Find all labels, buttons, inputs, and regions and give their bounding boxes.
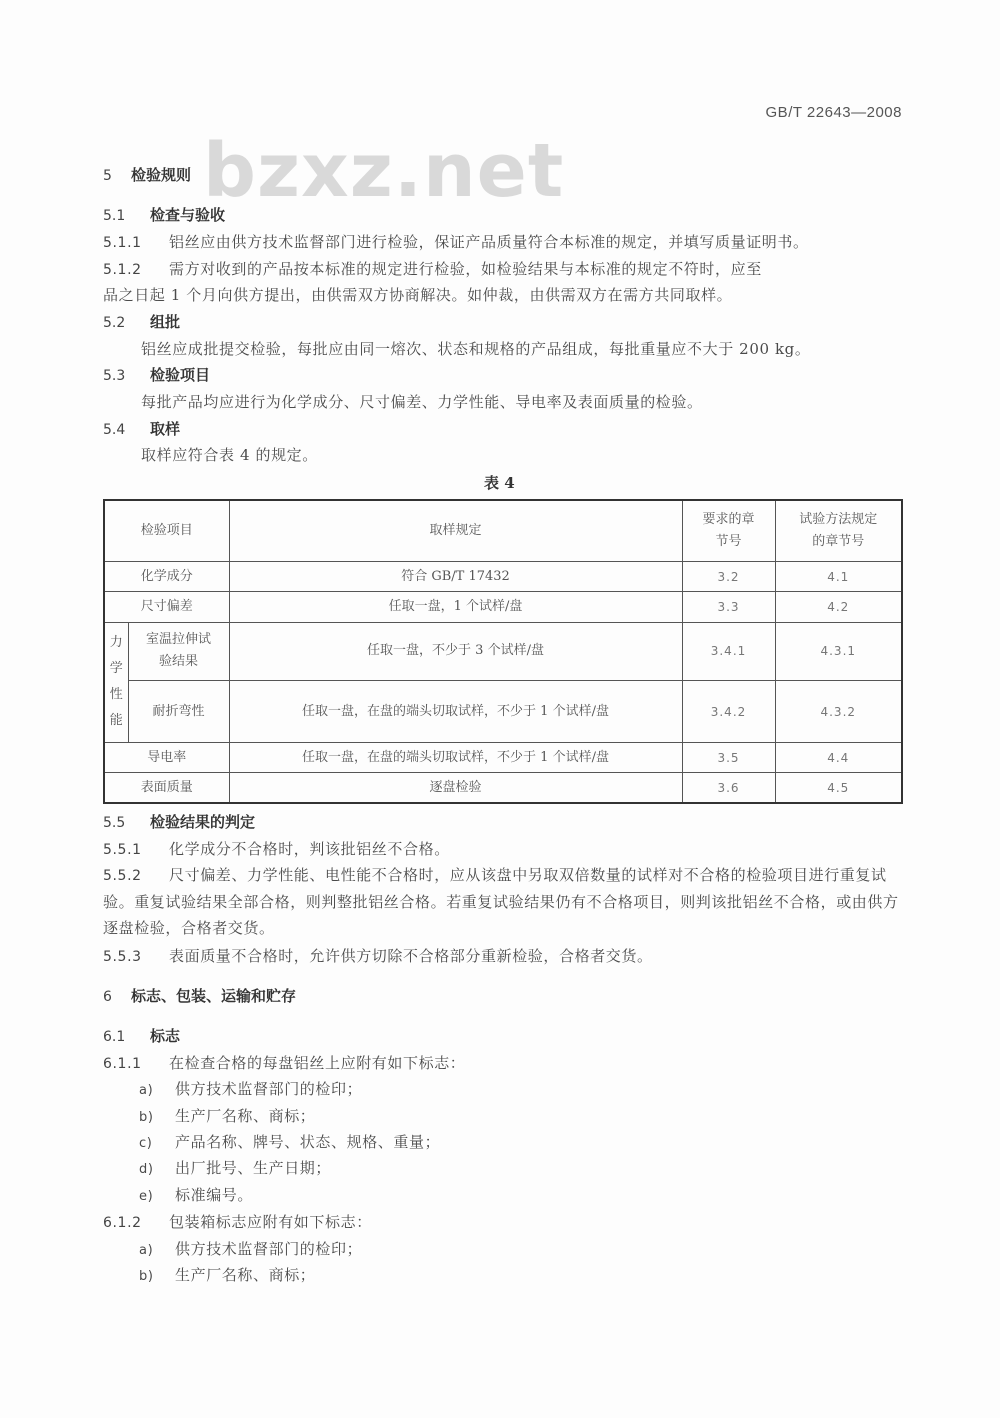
table-cell: 4.3.2 [775, 681, 902, 743]
section-number: 6 [103, 989, 112, 1005]
list-marker: d) [139, 1162, 154, 1177]
table-cell: 导电率 [104, 742, 229, 772]
clause-number: 5.5.3 [103, 949, 142, 965]
list-item-text: 生产厂名称、商标； [175, 1107, 316, 1125]
list-marker: c) [139, 1136, 153, 1151]
section-5-4-heading [103, 418, 180, 441]
clause-5-1-2 [103, 258, 762, 281]
clause-number: 5.1.2 [103, 262, 142, 278]
table-cell: 3.4.1 [682, 622, 775, 681]
section-title: 标志 [150, 1027, 181, 1045]
table-cell: 任取一盘，1 个试样/盘 [229, 592, 682, 622]
list-marker: e) [139, 1189, 154, 1204]
section-number: 5.5 [103, 815, 126, 831]
table-cell: 4.3.1 [775, 622, 902, 681]
table-caption: 表 4 [484, 474, 515, 492]
table-header-row [104, 500, 902, 562]
section-title: 组批 [150, 313, 181, 331]
clause-5-5-3 [103, 945, 653, 968]
table-cell: 3.4.2 [682, 681, 775, 743]
table-cell: 任取一盘，在盘的端头切取试样，不少于 1 个试样/盘 [229, 681, 682, 743]
clause-text: 表面质量不合格时，允许供方切除不合格部分重新检验，合格者交货。 [169, 947, 653, 965]
section-title: 取样 [150, 420, 181, 438]
section-title: 标志、包装、运输和贮存 [131, 987, 297, 1005]
clause-6-1-1 [103, 1052, 465, 1075]
table-cell: 任取一盘，不少于 3 个试样/盘 [229, 622, 682, 681]
clause-text: 铝丝应由供方技术监督部门进行检验，保证产品质量符合本标准的规定，并填写质量证明书。 [169, 233, 809, 251]
section-title: 检验项目 [150, 366, 211, 384]
section-6-1-heading [103, 1025, 180, 1048]
table-cell: 3.6 [682, 773, 775, 803]
list-item [139, 1105, 315, 1129]
clause-text: 需方对收到的产品按本标准的规定进行检验，如检验结果与本标准的规定不符时，应至 [169, 260, 762, 278]
table-cell: 4.5 [775, 773, 902, 803]
list-item [139, 1184, 253, 1208]
table-cell: 耐折弯性 [128, 681, 229, 743]
table-row [104, 562, 902, 592]
table-cell: 任取一盘，在盘的端头切取试样，不少于 1 个试样/盘 [229, 742, 682, 772]
paragraph-5-4: 取样应符合表 4 的规定。 [141, 446, 318, 464]
table-cell: 化学成分 [104, 562, 229, 592]
clause-text: 在检查合格的每盘铝丝上应附有如下标志： [169, 1054, 466, 1072]
table-cell: 逐盘检验 [229, 773, 682, 803]
table-cell: 3.2 [682, 562, 775, 592]
table-cell: 尺寸偏差 [104, 592, 229, 622]
list-item-text: 标准编号。 [175, 1186, 254, 1204]
list-item [139, 1078, 362, 1102]
section-6-heading [103, 985, 296, 1008]
section-5-5-heading [103, 811, 255, 834]
table-row [104, 742, 902, 772]
watermark: bzxz.net [203, 128, 565, 214]
clause-number: 5.5.1 [103, 842, 142, 858]
list-item [139, 1157, 331, 1181]
list-item-text: 供方技术监督部门的检印； [175, 1240, 363, 1258]
table-row [104, 592, 902, 622]
section-number: 5.4 [103, 422, 126, 438]
clause-5-1-2-continued: 品之日起 1 个月向供方提出，由供需双方协商解决。如仲裁，由供需双方在需方共同取样。 [103, 286, 733, 304]
section-title: 检验结果的判定 [150, 813, 256, 831]
section-5-3-heading [103, 364, 210, 387]
list-item-text: 产品名称、牌号、状态、规格、重量； [175, 1133, 441, 1151]
table-cell: 4.2 [775, 592, 902, 622]
standard-code: GB/T 22643—2008 [765, 104, 902, 121]
clause-text: 尺寸偏差、力学性能、电性能不合格时，应从该盘中另取双倍数量的试样对不合格的检验项目进行重复试验。重复试验结果全部合格，则判整批铝丝合格。若重复试验结果仍有不合格项目，则判该批铝丝不合格，或由供方逐盘检验，合格者交货。 [103, 866, 899, 937]
section-number: 5.2 [103, 315, 126, 331]
section-number: 5.3 [103, 368, 126, 384]
clause-5-5-1 [103, 838, 450, 861]
clause-text: 包装箱标志应附有如下标志： [169, 1213, 372, 1231]
table-cell: 符合 GB/T 17432 [229, 562, 682, 592]
header-cell: 取样规定 [229, 500, 682, 562]
list-marker: a) [139, 1083, 154, 1098]
clause-text: 化学成分不合格时，判该批铝丝不合格。 [169, 840, 450, 858]
list-item-text: 供方技术监督部门的检印； [175, 1080, 363, 1098]
section-title: 检查与验收 [150, 206, 226, 224]
clause-number: 5.1.1 [103, 235, 142, 251]
table-cell: 4.1 [775, 562, 902, 592]
table-cell: 3.3 [682, 592, 775, 622]
section-number: 5.1 [103, 208, 126, 224]
section-5-1-heading [103, 204, 225, 227]
table-cell: 表面质量 [104, 773, 229, 803]
section-number: 6.1 [103, 1029, 126, 1045]
list-item-text: 生产厂名称、商标； [175, 1266, 316, 1284]
sampling-table [103, 499, 903, 804]
section-number: 5 [103, 168, 112, 184]
paragraph-5-3: 每批产品均应进行为化学成分、尺寸偏差、力学性能、导电率及表面质量的检验。 [141, 393, 703, 411]
table-cell: 室温拉伸试验结果 [128, 622, 229, 681]
table-row [104, 622, 902, 681]
mechanical-group-cell: 力学性能 [104, 622, 128, 742]
clause-6-1-2 [103, 1211, 372, 1234]
clause-number: 5.5.2 [103, 868, 142, 884]
table-row [104, 681, 902, 743]
table-cell: 4.4 [775, 742, 902, 772]
clause-5-1-1 [103, 231, 809, 254]
list-item [139, 1131, 440, 1155]
header-cell: 要求的章节号 [682, 500, 775, 562]
table-cell: 3.5 [682, 742, 775, 772]
section-title: 检验规则 [131, 166, 192, 184]
list-marker: a) [139, 1243, 154, 1258]
list-marker: b) [139, 1269, 154, 1284]
clause-5-5-2 [103, 862, 903, 941]
paragraph-5-2: 铝丝应成批提交检验，每批应由同一熔次、状态和规格的产品组成，每批重量应不大于 200 kg。 [141, 340, 811, 358]
list-item [139, 1264, 315, 1288]
list-item-text: 出厂批号、生产日期； [175, 1159, 332, 1177]
clause-number: 6.1.1 [103, 1056, 142, 1072]
list-marker: b) [139, 1110, 154, 1125]
header-cell: 检验项目 [104, 500, 229, 562]
clause-number: 6.1.2 [103, 1215, 142, 1231]
section-5-heading [103, 164, 191, 187]
header-cell: 试验方法规定的章节号 [775, 500, 902, 562]
table-row [104, 773, 902, 803]
list-item [139, 1238, 362, 1262]
section-5-2-heading [103, 311, 180, 334]
